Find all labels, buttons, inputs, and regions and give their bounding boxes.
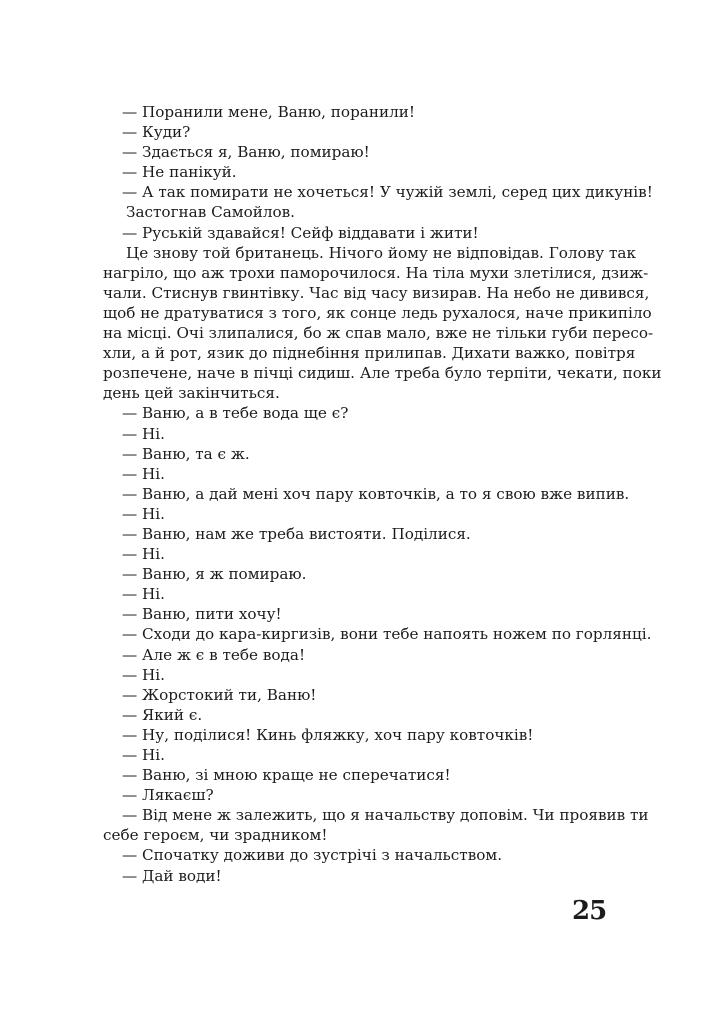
dialogue-line: — Лякаєш?	[122, 786, 214, 805]
narration-line: Застогнав Самойлов.	[126, 203, 296, 222]
dialogue-line: — Ваню, а дай мені хоч пару ковточків, а то я свою вже випив.	[122, 484, 630, 503]
dialogue-line: — Від мене ж залежить, що я начальству доповім. Чи проявив ти	[122, 806, 649, 825]
paragraph-line: Це знову той британець. Нічого йому не відповідав. Голову так	[126, 243, 636, 262]
dialogue-line: — Ні.	[122, 545, 165, 564]
dialogue-line: — Ваню, а в тебе вода ще є?	[122, 404, 349, 423]
dialogue-line: — Сходи до кара-киргизів, вони тебе напоять ножем по горлянці.	[122, 625, 652, 644]
dialogue-line: — Поранили мене, Ваню, поранили!	[122, 103, 415, 121]
dialogue-line: — Не панікуй.	[122, 163, 237, 182]
dialogue-line: — Ну, поділися! Кинь фляжку, хоч пару ковточків!	[122, 725, 534, 744]
dialogue-line: — Ваню, я ж помираю.	[122, 565, 307, 584]
paragraph-line: хли, а й рот, язик до піднебіння прилипав. Дихати важко, повітря	[103, 344, 636, 363]
dialogue-line: себе героєм, чи зрадником!	[103, 826, 328, 845]
body-text	[103, 102, 662, 886]
dialogue-line: — Але ж є в тебе вода!	[122, 645, 306, 664]
paragraph-line: на місці. Очі злипалися, бо ж спав мало, вже не тільки губи пересо-	[103, 324, 654, 343]
dialogue-line: — Ні.	[122, 665, 165, 684]
paragraph-line: розпечене, наче в пічці сидиш. Але треба було терпіти, чекати, поки	[103, 364, 662, 383]
dialogue-line: — Здається я, Ваню, помираю!	[122, 143, 370, 162]
dialogue-line: — Ні.	[122, 464, 165, 483]
dialogue-line: — Руській здавайся! Сейф віддавати і жити!	[122, 223, 479, 242]
paragraph-line: щоб не дратуватися з того, як сонце ледь рухалося, наче прикипіло	[103, 303, 652, 322]
dialogue-line: — Ні.	[122, 504, 165, 523]
dialogue-line: — Куди?	[122, 123, 191, 142]
dialogue-line: — А так помирати не хочеться! У чужій землі, серед цих дикунів!	[122, 183, 653, 202]
dialogue-line: — Ваню, нам же треба вистояти. Поділися.	[122, 524, 471, 543]
page-number: 25	[572, 896, 607, 926]
dialogue-line: — Ваню, пити хочу!	[122, 605, 282, 624]
dialogue-line: — Жорстокий ти, Ваню!	[122, 685, 317, 704]
paragraph-line: день цей закінчиться.	[103, 384, 280, 403]
dialogue-line: — Ні.	[122, 746, 165, 764]
dialogue-line: — Спочатку доживи до зустрічі з начальством.	[122, 846, 503, 865]
dialogue-line: — Який є.	[122, 705, 203, 724]
dialogue-line: — Дай води!	[122, 866, 222, 885]
dialogue-line: — Ваню, та є ж.	[122, 444, 250, 463]
paragraph-line: чали. Стиснув гвинтівку. Час від часу визирав. На небо не дивився,	[103, 283, 650, 302]
dialogue-line: — Ні.	[122, 585, 165, 604]
dialogue-line: — Ваню, зі мною краще не сперечатися!	[122, 766, 451, 785]
dialogue-line: — Ні.	[122, 424, 165, 443]
paragraph-line: нагріло, що аж трохи паморочилося. На тіла мухи злетілися, дзиж-	[103, 263, 649, 282]
